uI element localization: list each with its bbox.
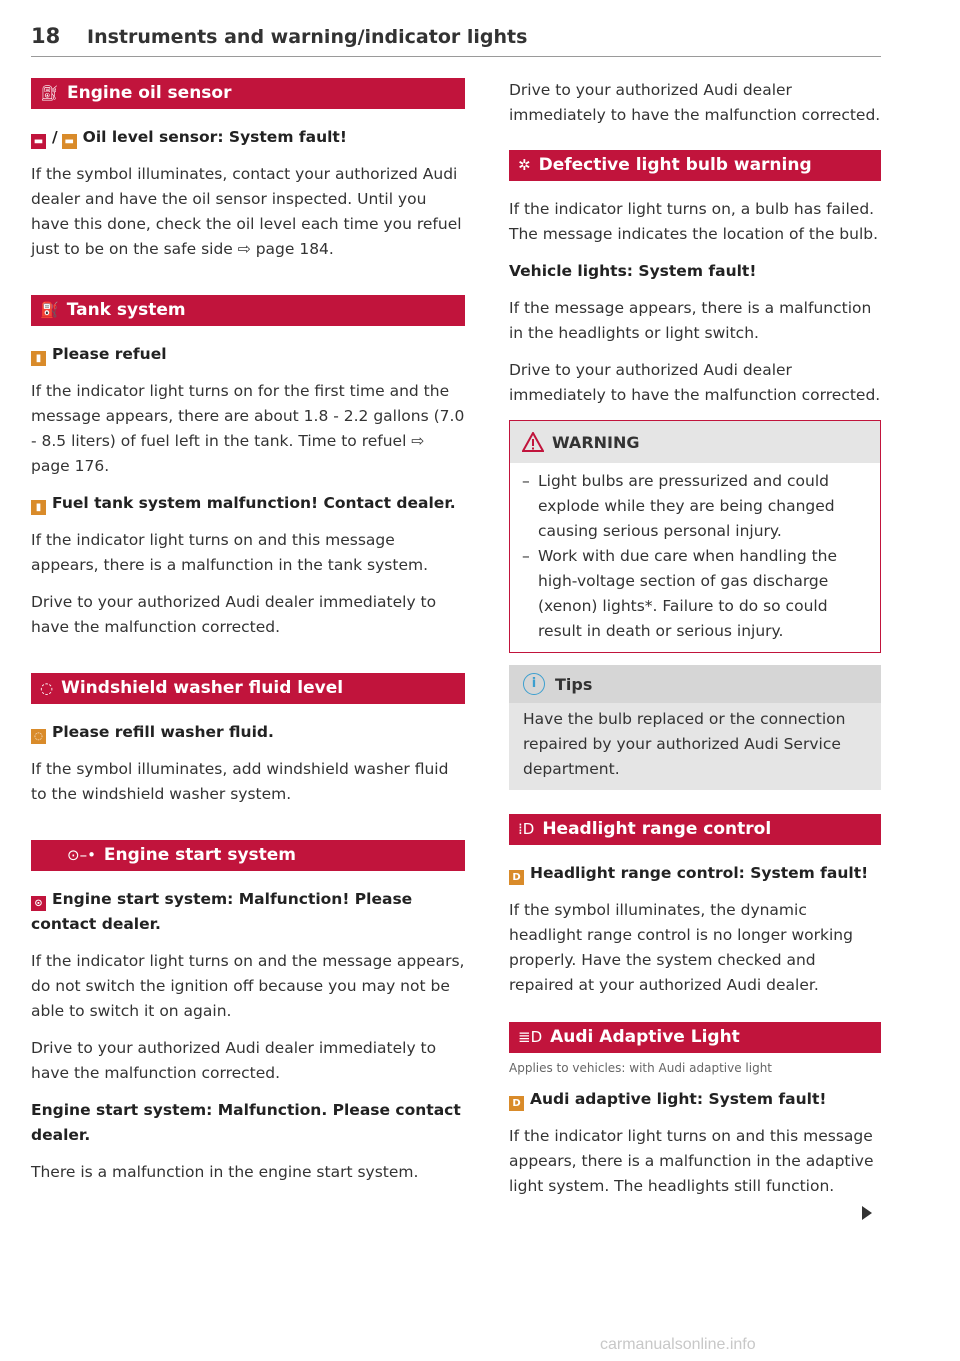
section-header-tank-system: [31, 295, 465, 326]
bulb-icon: ✲: [518, 156, 531, 174]
paragraph: There is a malfunction in the engine start system.: [31, 1163, 419, 1181]
paragraph: If the symbol illuminates, contact your authorized Audi dealer and have the oil sensor inspected. Until you have this done, check the oil level each time you refuel just to be on the safe side ⇨ page 184.: [31, 165, 462, 258]
warning-box: [509, 420, 881, 653]
section-header-engine-start: [31, 840, 465, 871]
info-icon: i: [523, 673, 545, 695]
oil-sensor-icon: ▬: [31, 134, 46, 149]
tips-header: [509, 665, 881, 703]
key-icon: ⊙–•: [67, 846, 96, 864]
warning-item: – Light bulbs are pressurized and could explode while they are being changed causing serious personal injury.: [522, 472, 835, 540]
subheading-please-refuel: ▮ Please refuel: [31, 342, 465, 367]
fuel-pump-icon: ▮: [31, 351, 46, 366]
section-header-headlight-range: [509, 814, 881, 845]
paragraph: If the message appears, there is a malfunction in the headlights or light switch.: [509, 299, 872, 342]
section-title: Audi Adaptive Light: [550, 1027, 740, 1047]
section-title: Defective light bulb warning: [538, 155, 812, 175]
subheading-refill-washer: ◌ Please refill washer fluid.: [31, 720, 465, 745]
warning-label: WARNING: [552, 432, 640, 452]
headlight-range-icon: D: [509, 870, 524, 885]
paragraph: Drive to your authorized Audi dealer immediately to have the malfunction corrected.: [509, 81, 881, 124]
subheading-vehicle-lights: Vehicle lights: System fault!: [509, 262, 757, 280]
page-header: [31, 22, 881, 57]
section-header-defective-bulb: [509, 150, 881, 181]
tips-text: Have the bulb replaced or the connection repaired by your authorized Audi Service department.: [523, 710, 846, 778]
paragraph: If the indicator light turns on for the first time and the message appears, there are about 1.8 - 2.2 gallons (7.0 - 8.5 liters) of fuel left in the tank. Time to refuel ⇨ page 176.: [31, 382, 465, 475]
paragraph: If the indicator light turns on, a bulb has failed. The message indicates the location of the bulb.: [509, 200, 879, 243]
key-icon: ⊙: [31, 896, 46, 911]
warning-item: – Work with due care when handling the high-voltage section of gas discharge (xenon) lights*. Failure to do so could result in death or serious injury.: [522, 547, 838, 640]
applies-note: Applies to vehicles: with Audi adaptive light: [509, 1061, 772, 1075]
adaptive-light-icon: ≣D: [518, 1028, 543, 1046]
section-title: Tank system: [66, 300, 186, 320]
section-header-engine-oil-sensor: [31, 78, 465, 109]
oil-can-icon: ⛽︎: [40, 84, 60, 102]
paragraph: Drive to your authorized Audi dealer immediately to have the malfunction corrected.: [31, 1039, 437, 1082]
page-title: Instruments and warning/indicator lights: [87, 26, 528, 48]
section-title: Engine oil sensor: [67, 83, 232, 103]
section-header-adaptive-light: [509, 1022, 881, 1053]
watermark: carmanualsonline.info: [600, 1336, 756, 1353]
warning-body: [510, 463, 880, 652]
section-title: Headlight range control: [542, 819, 772, 839]
paragraph: If the indicator light turns on and this message appears, there is a malfunction in the tank system.: [31, 531, 429, 574]
left-column: [31, 78, 465, 1197]
section-title: Windshield washer fluid level: [61, 678, 344, 698]
paragraph: If the indicator light turns on and the message appears, do not switch the ignition off because you may not be able to switch it on again.: [31, 952, 465, 1020]
section-header-windshield-washer: [31, 673, 465, 704]
subheading-oil-level-sensor: ▬ / ▬ Oil level sensor: System fault!: [31, 125, 465, 150]
washer-fluid-icon: ◌: [31, 729, 46, 744]
fuel-pump-icon: ⛽: [40, 301, 59, 319]
continue-arrow-icon: [862, 1206, 872, 1220]
subheading-fuel-tank-malfunction: ▮ Fuel tank system malfunction! Contact dealer.: [31, 491, 465, 516]
page-number: 18: [31, 24, 61, 48]
warning-header: [510, 421, 880, 463]
subheading-adaptive-light-fault: D Audi adaptive light: System fault!: [509, 1087, 881, 1112]
subheading-headlight-range-fault: D Headlight range control: System fault!: [509, 861, 881, 886]
paragraph: If the symbol illuminates, add windshield washer fluid to the windshield washer system.: [31, 760, 449, 803]
paragraph: If the indicator light turns on and this message appears, there is a malfunction in the adaptive light system. The headlights still function.: [509, 1127, 874, 1195]
adaptive-light-icon: D: [509, 1096, 524, 1111]
paragraph: If the symbol illuminates, the dynamic headlight range control is no longer working properly. Have the system checked and repaired at your authorized Audi dealer.: [509, 901, 853, 994]
tips-label: Tips: [555, 674, 593, 694]
paragraph: Drive to your authorized Audi dealer immediately to have the malfunction corrected.: [31, 593, 437, 636]
warning-triangle-icon: [522, 432, 544, 452]
tips-box: [509, 665, 881, 790]
headlight-range-icon: ⁞D: [518, 820, 535, 838]
paragraph: Drive to your authorized Audi dealer immediately to have the malfunction corrected.: [509, 361, 881, 404]
oil-sensor-icon: ▬: [62, 134, 77, 149]
section-title: Engine start system: [103, 845, 297, 865]
right-column: [509, 78, 881, 1211]
fuel-pump-icon: ▮: [31, 500, 46, 515]
washer-fluid-icon: ◌: [40, 679, 54, 697]
subheading-engine-start-malfunction-2: Engine start system: Malfunction. Please contact dealer.: [31, 1101, 461, 1144]
subheading-engine-start-malfunction: ⊙ Engine start system: Malfunction! Please contact dealer.: [31, 890, 413, 933]
